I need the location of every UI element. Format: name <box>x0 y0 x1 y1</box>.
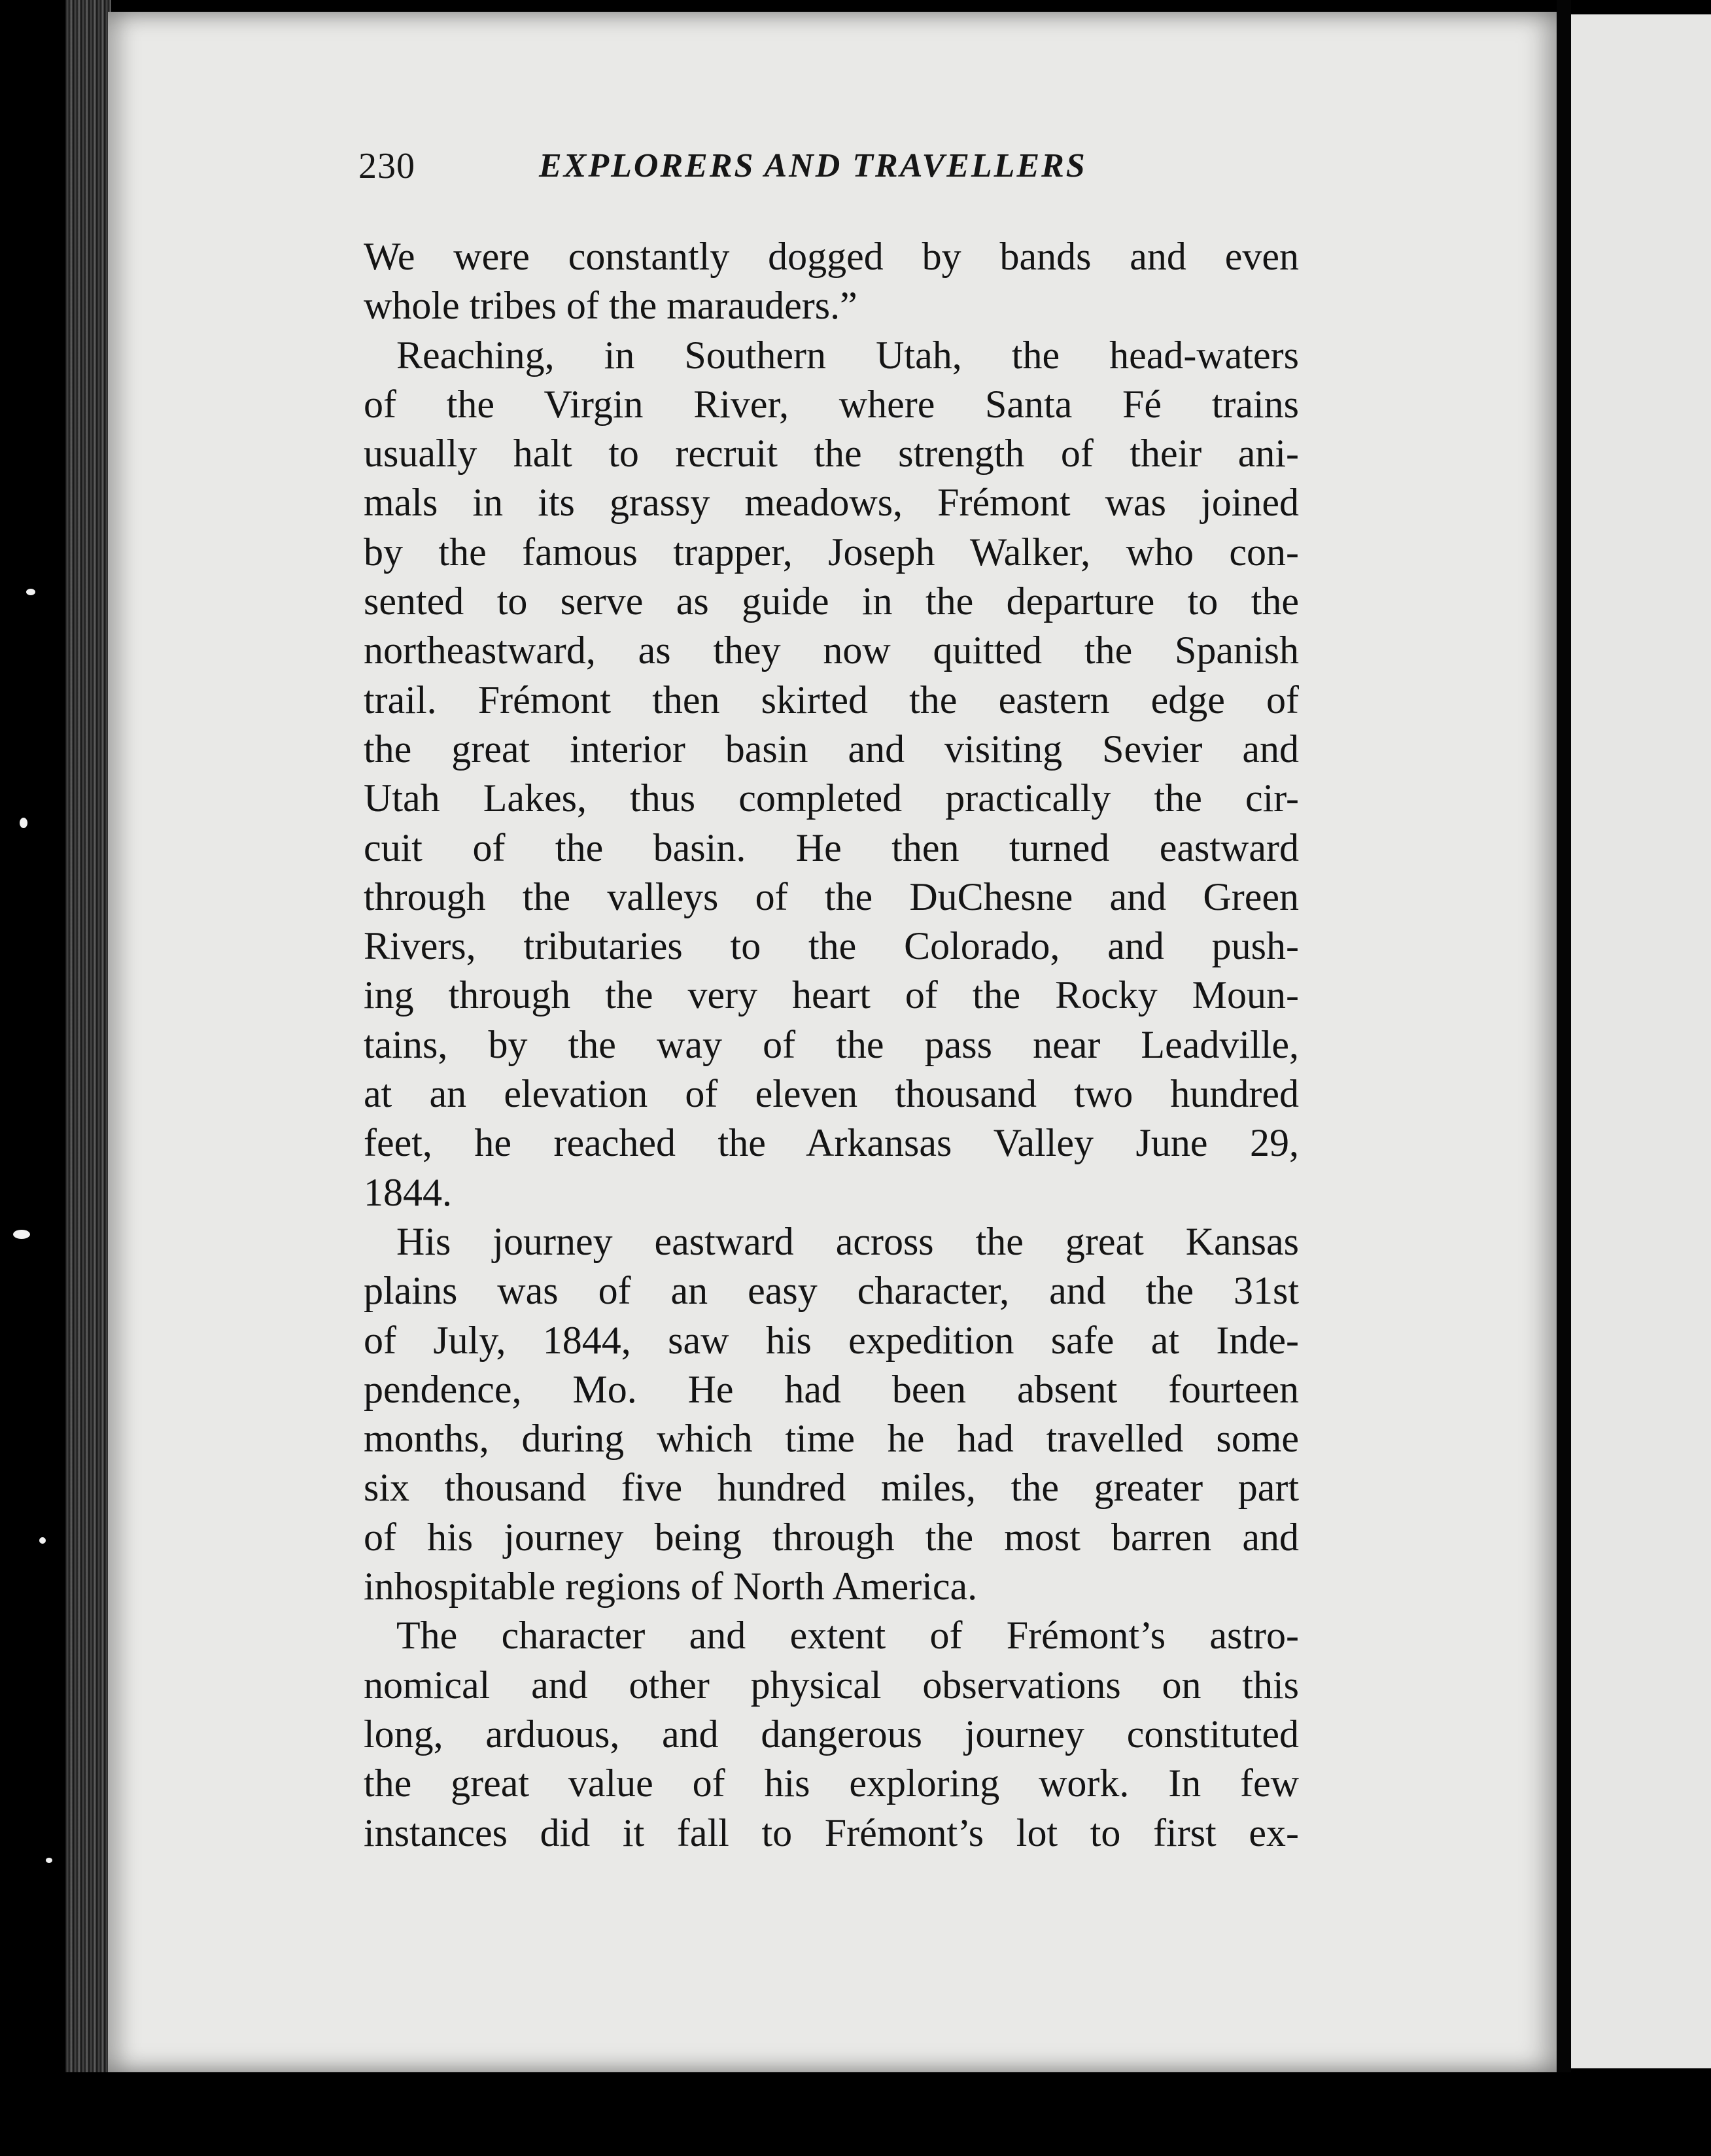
text-line: cuit of the basin. He then turned eastward <box>364 826 1299 869</box>
text-line: ing through the very heart of the Rocky Moun- <box>364 973 1299 1017</box>
text-line: mals in its grassy meadows, Frémont was joined <box>364 481 1299 525</box>
text-line: through the valleys of the DuChesne and Green <box>364 875 1299 918</box>
text-line: Reaching, in Southern Utah, the head-waters <box>396 333 1299 377</box>
text-line: usually halt to recruit the strength of their ani- <box>364 432 1299 476</box>
text-line: We were constantly dogged by bands and even <box>364 235 1299 278</box>
text-line: feet, he reached the Arkansas Valley June 29, <box>364 1121 1299 1165</box>
dust-speck <box>20 818 27 828</box>
page-number: 230 <box>358 146 415 186</box>
text-line: nomical and other physical observations on this <box>364 1663 1299 1707</box>
text-line: the great value of his exploring work. In few <box>364 1762 1299 1805</box>
text-line: of the Virgin River, where Santa Fé trains <box>364 382 1299 426</box>
text-line: sented to serve as guide in the departure to the <box>364 580 1299 623</box>
dust-speck <box>46 1858 52 1863</box>
text-line: months, during which time he had travelled some <box>364 1417 1299 1461</box>
page-header <box>358 145 1143 191</box>
text-line: instances did it fall to Frémont’s lot to first ex- <box>364 1811 1299 1854</box>
text-line: 1844. <box>364 1170 452 1214</box>
dust-speck <box>39 1537 46 1544</box>
text-line: whole tribes of the marauders.” <box>364 284 857 328</box>
text-line: northeastward, as they now quitted the Spanish <box>364 629 1299 672</box>
right-page-sliver <box>1571 14 1711 2068</box>
text-line: the great interior basin and visiting Sevier and <box>364 727 1299 771</box>
text-line: long, arduous, and dangerous journey constituted <box>364 1712 1299 1756</box>
text-line: of July, 1844, saw his expedition safe at Inde- <box>364 1318 1299 1362</box>
text-line: tains, by the way of the pass near Leadville, <box>364 1022 1299 1066</box>
body-text <box>364 232 1299 1858</box>
text-line: by the famous trapper, Joseph Walker, who con- <box>364 530 1299 574</box>
text-line: The character and extent of Frémont’s astro- <box>396 1614 1299 1658</box>
text-line: His journey eastward across the great Kansas <box>396 1219 1299 1263</box>
text-line: of his journey being through the most barren and <box>364 1515 1299 1559</box>
page-edges <box>65 0 111 2156</box>
text-line: pendence, Mo. He had been absent fourteen <box>364 1367 1299 1411</box>
dust-speck <box>26 589 35 595</box>
text-line: Rivers, tributaries to the Colorado, and push- <box>364 924 1299 968</box>
scan-border-bottom <box>0 2072 1711 2156</box>
text-line: six thousand five hundred miles, the greater part <box>364 1466 1299 1510</box>
text-line: plains was of an easy character, and the 31st <box>364 1269 1299 1313</box>
book-gutter <box>1557 0 1571 2156</box>
running-head: EXPLORERS AND TRAVELLERS <box>539 147 1087 184</box>
text-line: inhospitable regions of North America. <box>364 1565 978 1608</box>
text-line: at an elevation of eleven thousand two hundred <box>364 1072 1299 1116</box>
dust-speck <box>13 1230 30 1239</box>
text-line: Utah Lakes, thus completed practically the cir- <box>364 776 1299 820</box>
text-line: trail. Frémont then skirted the eastern edge of <box>364 678 1299 722</box>
